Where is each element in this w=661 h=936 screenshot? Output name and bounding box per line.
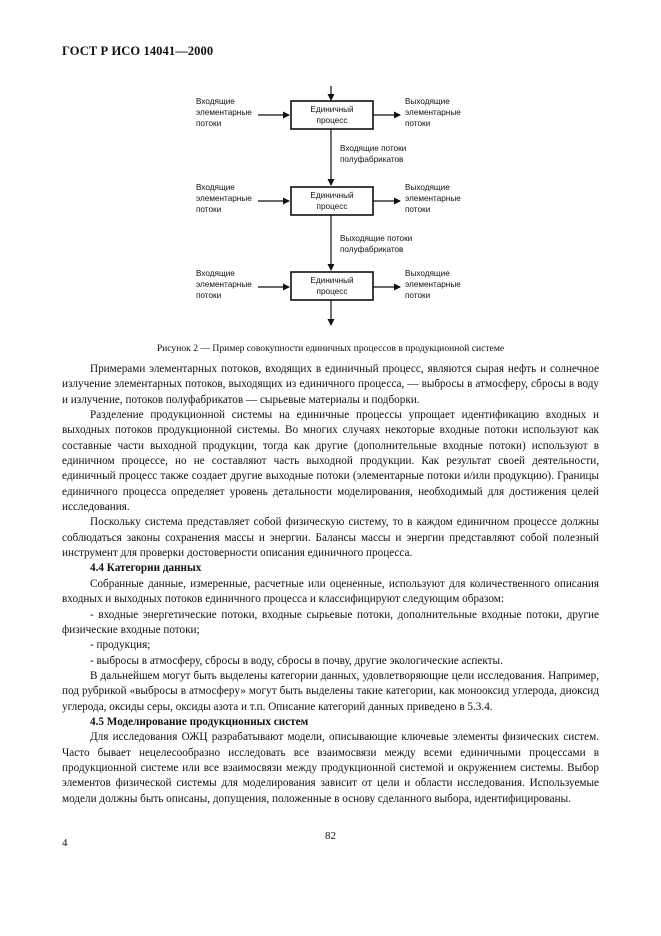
svg-text:Входящие: Входящие xyxy=(196,269,235,278)
svg-text:элементарные: элементарные xyxy=(196,108,252,117)
svg-text:полуфабрикатов: полуфабрикатов xyxy=(340,155,404,164)
figure-caption: Рисунок 2 — Пример совокупности единичных процессов в продукционной системе xyxy=(156,343,505,354)
sequence-number: 82 xyxy=(325,830,336,842)
unit-process-2 xyxy=(291,187,373,215)
process-label: процесс xyxy=(316,287,348,296)
intermediate-flow-1 xyxy=(331,129,406,185)
intermediate-flow-2 xyxy=(331,215,412,270)
list-item: - выбросы в атмосферу, сбросы в воду, сбросы в почву, другие экологические аспекты. xyxy=(90,654,503,667)
svg-text:потоки: потоки xyxy=(196,291,222,300)
svg-text:элементарные: элементарные xyxy=(196,194,252,203)
svg-text:элементарные: элементарные xyxy=(405,108,461,117)
paragraph: Примерами элементарных потоков, входящих в единичный процесс, являются сырая нефть и солнечное излучение элементарных потоков, выходящих из единичного процесса, — выбросы в атмосферу, сбросы в воду и излучение, потоков полуфабрикатов — сырьевые материалы и подборки. xyxy=(62,363,599,406)
section-heading-4-4: 4.4 Категории данных xyxy=(90,562,202,575)
list-item: - входные энергетические потоки, входные сырьевые потоки, дополнительные входные потоки, другие физические входные потоки; xyxy=(62,608,599,636)
output-flow-2 xyxy=(373,183,461,214)
output-flow-1 xyxy=(373,97,461,128)
svg-text:потоки: потоки xyxy=(196,205,222,214)
section-heading-4-5: 4.5 Моделирование продукционных систем xyxy=(90,715,309,728)
input-flow-3 xyxy=(196,269,289,300)
svg-text:потоки: потоки xyxy=(405,291,431,300)
svg-text:потоки: потоки xyxy=(405,205,431,214)
svg-text:Входящие: Входящие xyxy=(196,183,235,192)
svg-text:элементарные: элементарные xyxy=(405,194,461,203)
svg-text:потоки: потоки xyxy=(196,119,222,128)
process-flow-diagram xyxy=(0,80,661,340)
paragraph: Разделение продукционной системы на единичные процессы упрощает идентификацию входных и выходных потоков продукционной системы. Во многих случаях некоторые входные потоки используют как составные части выходной продукции, тогда как другие (дополнительные входные потоки) используют в единичном процессе, но не составляют часть выходной продукции. Как результат своей деятельности, единичный процесс также создает другие выходные потоки (элементарные потоки и/или продукцию). Границы единичного процесса определяет уровень детальности моделирования, необходимый для достижения целей исследования. xyxy=(62,409,599,514)
svg-text:Входящие: Входящие xyxy=(196,97,235,106)
svg-text:Выходящие: Выходящие xyxy=(405,183,450,192)
output-flow-3 xyxy=(373,269,461,300)
unit-process-1 xyxy=(291,101,373,129)
page-number: 4 xyxy=(62,837,68,849)
process-label: Единичный xyxy=(310,276,354,285)
svg-text:Выходящие: Выходящие xyxy=(405,97,450,106)
list-item: - продукция; xyxy=(90,639,151,652)
svg-text:потоки: потоки xyxy=(405,119,431,128)
paragraph: Собранные данные, измеренные, расчетные или оцененные, используют для количественного описания входных и выходных потоков единичного процесса и классифицируют следующим образом: xyxy=(62,577,599,606)
body-text xyxy=(62,362,599,807)
svg-text:Выходящие потоки: Выходящие потоки xyxy=(340,234,413,243)
input-flow-1 xyxy=(196,97,289,128)
paragraph: Поскольку система представляет собой физическую систему, то в каждом единичном процессе должны соблюдаться законы сохранения массы и энергии. Балансы массы и энергии представляют собой полезный инструмент для проверки достоверности описания единичного процесса. xyxy=(62,516,599,560)
svg-text:элементарные: элементарные xyxy=(196,280,252,289)
document-header: ГОСТ Р ИСО 14041—2000 xyxy=(62,44,214,58)
process-label: Единичный xyxy=(310,191,354,200)
svg-text:Входящие потоки: Входящие потоки xyxy=(340,144,407,153)
svg-text:полуфабрикатов: полуфабрикатов xyxy=(340,245,404,254)
svg-text:элементарные: элементарные xyxy=(405,280,461,289)
paragraph: Для исследования ОЖЦ разрабатывают модели, описывающие ключевые элементы физических систем. Часто бывает нецелесообразно исследовать все взаимосвязи между всеми единичными процессами в продукционной системе или все взаимосвязи между продукционной системой и окружением системы. Выбор элементов физической системы для моделирования зависит от цели и области исследования. Используемые модели должны быть описаны, допущения, положенные в основу сделанного выбора, идентифицированы. xyxy=(62,731,599,805)
unit-process-3 xyxy=(291,272,373,300)
process-label: процесс xyxy=(316,116,348,125)
svg-text:Выходящие: Выходящие xyxy=(405,269,450,278)
process-label: процесс xyxy=(316,202,348,211)
paragraph: В дальнейшем могут быть выделены категории данных, удовлетворяющие цели исследования. Например, под рубрикой «выбросы в атмосферу» могут быть выделены такие категории, как монооксид углерода, диоксид углерода, оксиды серы, оксиды азота и т.п. Описание категорий данных приведено в 5.3.4. xyxy=(62,669,599,713)
input-flow-2 xyxy=(196,183,289,214)
process-label: Единичный xyxy=(310,105,354,114)
